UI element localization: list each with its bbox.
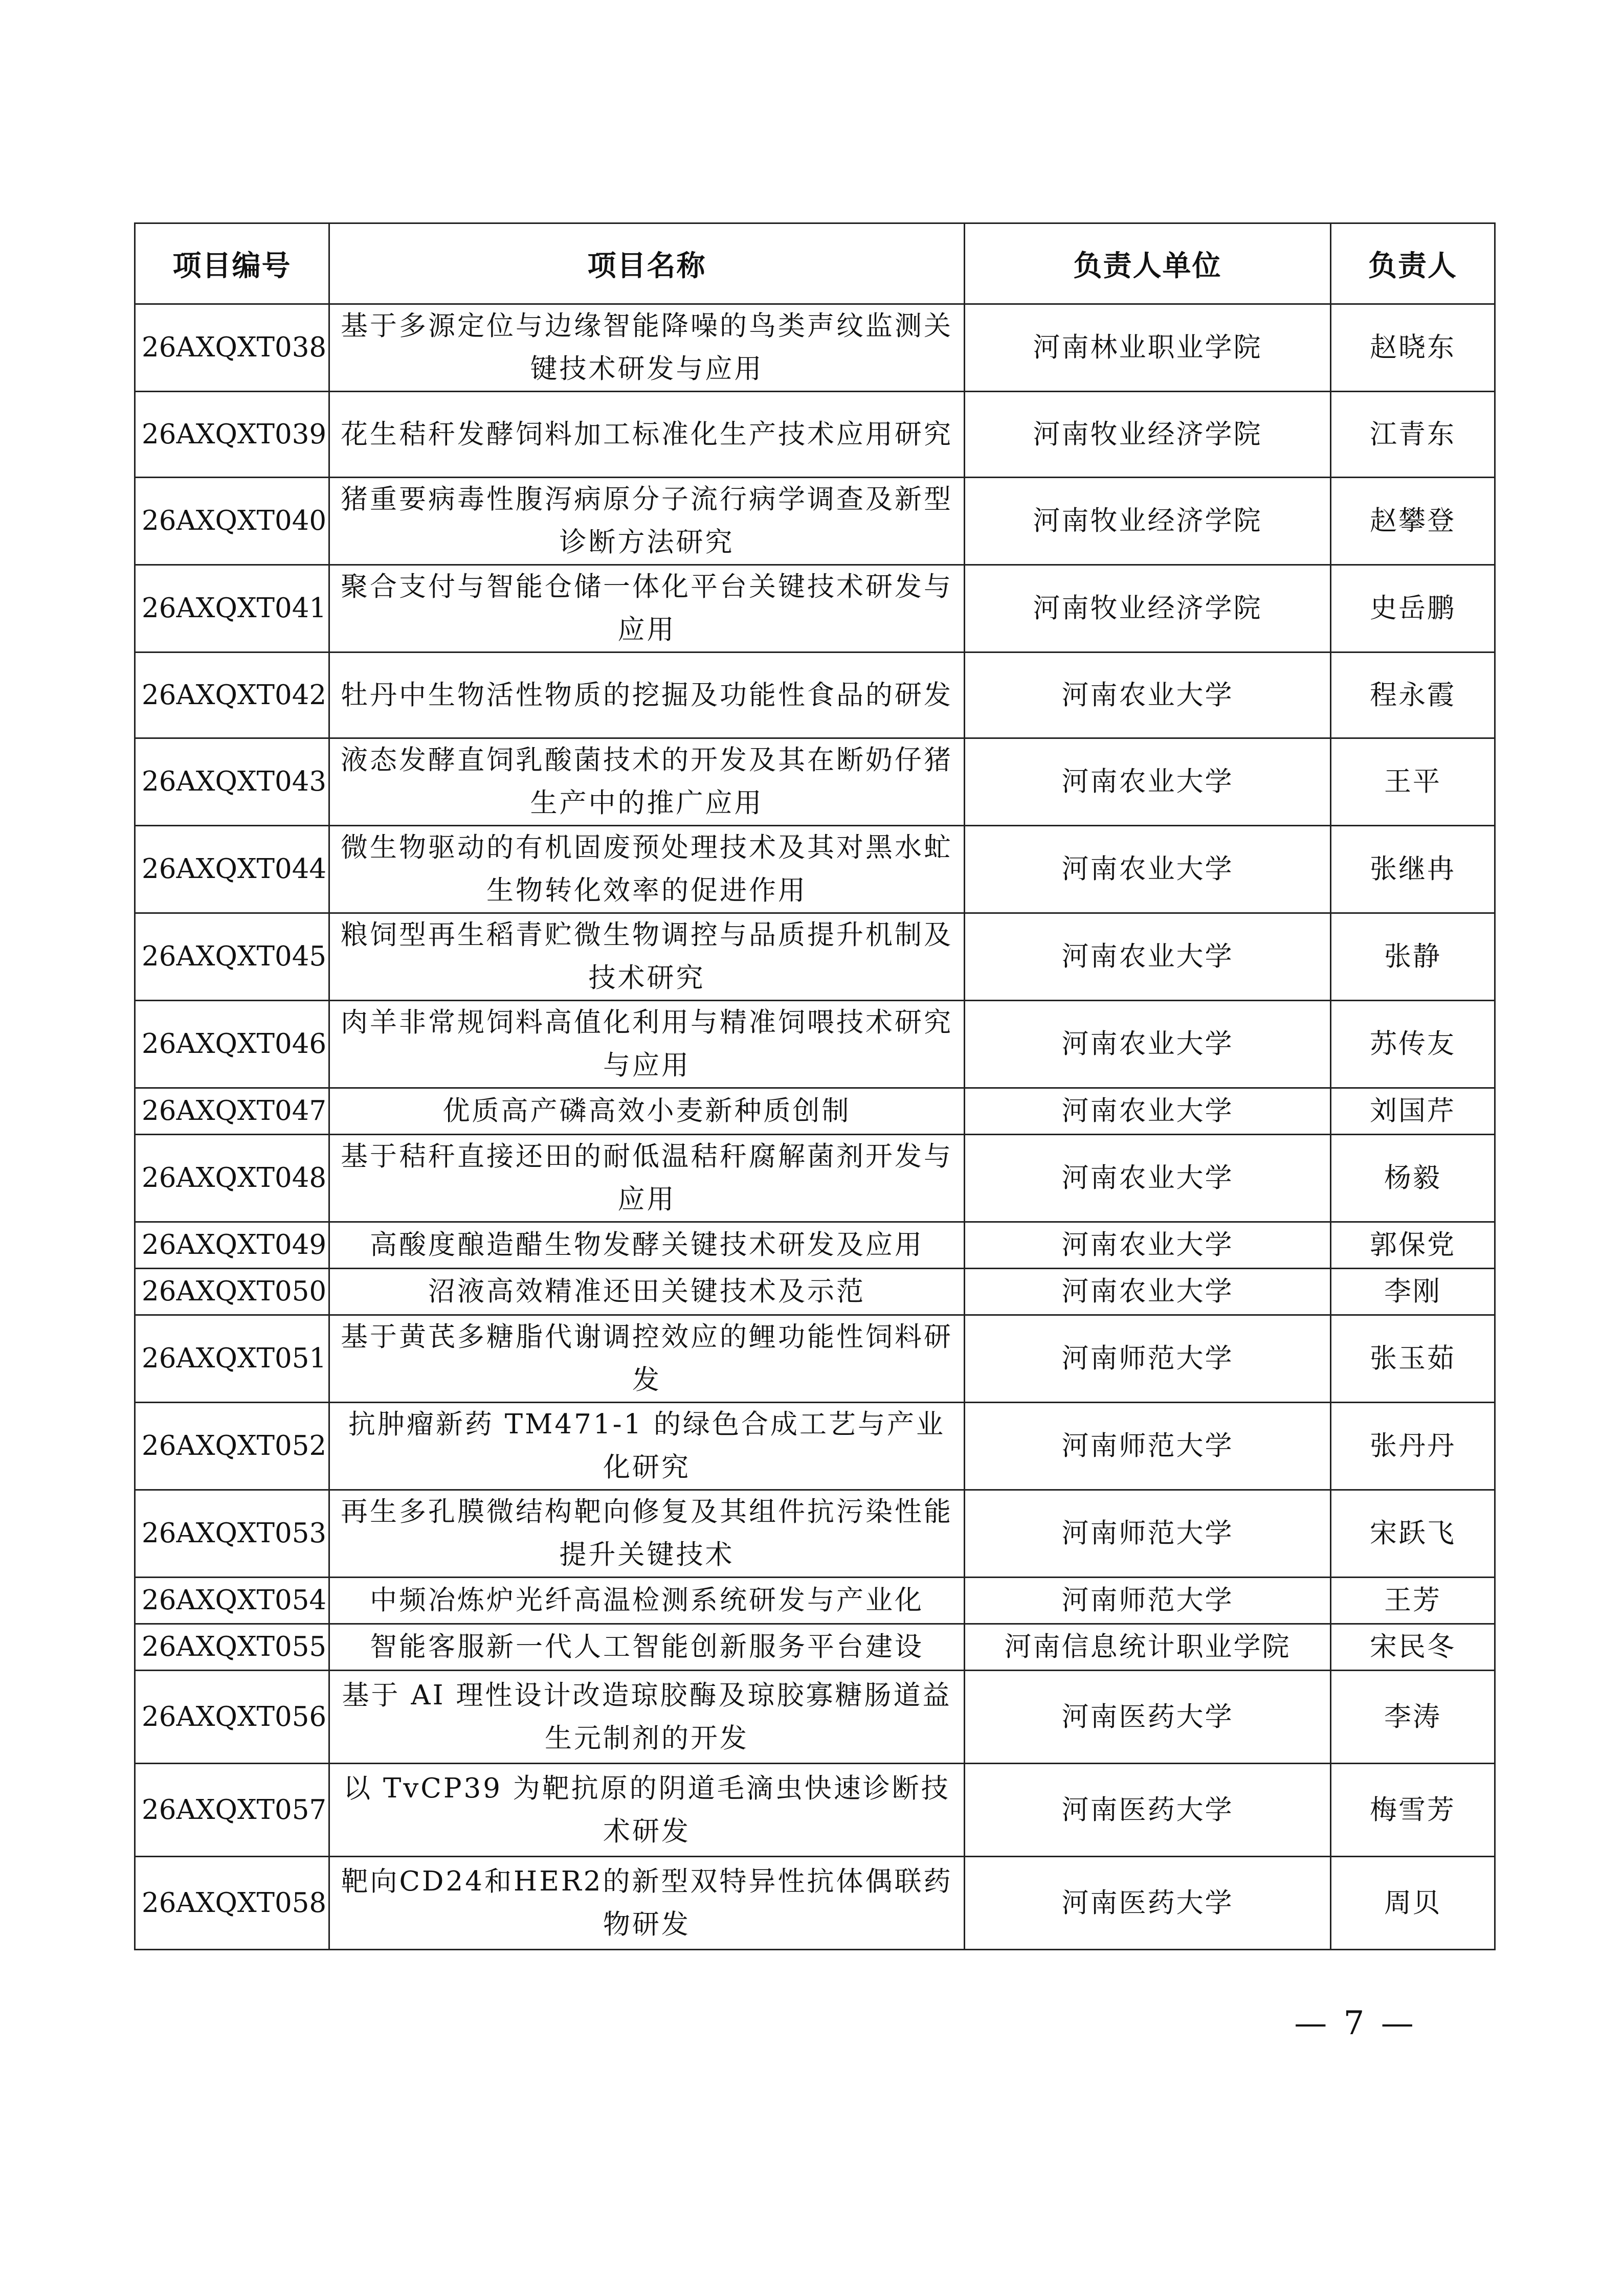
project-code: 26AXQXT045	[135, 913, 329, 1001]
project-name: 液态发酵直饲乳酸菌技术的开发及其在断奶仔猪生产中的推广应用	[329, 738, 965, 826]
project-unit: 河南医药大学	[965, 1671, 1331, 1764]
table-row	[135, 1088, 1495, 1135]
project-leader: 李刚	[1331, 1269, 1495, 1315]
project-code: 26AXQXT058	[135, 1857, 329, 1950]
project-name: 靶向CD24和HER2的新型双特异性抗体偶联药物研发	[329, 1857, 965, 1950]
table-row	[135, 1315, 1495, 1403]
project-leader: 梅雪芳	[1331, 1764, 1495, 1857]
table-row	[135, 1578, 1495, 1624]
table-row	[135, 1222, 1495, 1269]
table-row	[135, 304, 1495, 392]
table-row	[135, 392, 1495, 478]
table-row	[135, 1671, 1495, 1764]
header-code: 项目编号	[135, 223, 329, 304]
project-leader: 刘国芹	[1331, 1088, 1495, 1135]
project-table	[134, 222, 1496, 1950]
project-leader: 苏传友	[1331, 1001, 1495, 1088]
project-leader: 杨毅	[1331, 1135, 1495, 1222]
project-leader: 宋民冬	[1331, 1624, 1495, 1671]
project-unit: 河南农业大学	[965, 738, 1331, 826]
project-leader: 江青东	[1331, 392, 1495, 478]
table-header-row	[135, 223, 1495, 304]
table-row	[135, 913, 1495, 1001]
project-code: 26AXQXT041	[135, 565, 329, 652]
project-leader: 郭保党	[1331, 1222, 1495, 1269]
project-leader: 张继冉	[1331, 826, 1495, 913]
project-unit: 河南牧业经济学院	[965, 392, 1331, 478]
project-leader: 李涛	[1331, 1671, 1495, 1764]
project-leader: 周贝	[1331, 1857, 1495, 1950]
project-name: 以 TvCP39 为靶抗原的阴道毛滴虫快速诊断技术研发	[329, 1764, 965, 1857]
project-unit: 河南农业大学	[965, 913, 1331, 1001]
project-code: 26AXQXT057	[135, 1764, 329, 1857]
project-name: 花生秸秆发酵饲料加工标准化生产技术应用研究	[329, 392, 965, 478]
project-code: 26AXQXT055	[135, 1624, 329, 1671]
project-code: 26AXQXT056	[135, 1671, 329, 1764]
project-unit: 河南医药大学	[965, 1764, 1331, 1857]
project-leader: 赵晓东	[1331, 304, 1495, 392]
project-leader: 赵攀登	[1331, 478, 1495, 565]
header-leader: 负责人	[1331, 223, 1495, 304]
project-name: 粮饲型再生稻青贮微生物调控与品质提升机制及技术研究	[329, 913, 965, 1001]
project-name: 猪重要病毒性腹泻病原分子流行病学调查及新型诊断方法研究	[329, 478, 965, 565]
project-leader: 张静	[1331, 913, 1495, 1001]
project-code: 26AXQXT046	[135, 1001, 329, 1088]
project-code: 26AXQXT040	[135, 478, 329, 565]
project-unit: 河南农业大学	[965, 1222, 1331, 1269]
project-name: 基于秸秆直接还田的耐低温秸秆腐解菌剂开发与应用	[329, 1135, 965, 1222]
project-name: 基于黄芪多糖脂代谢调控效应的鲤功能性饲料研发	[329, 1315, 965, 1403]
project-code: 26AXQXT039	[135, 392, 329, 478]
project-name: 优质高产磷高效小麦新种质创制	[329, 1088, 965, 1135]
project-leader: 张玉茹	[1331, 1315, 1495, 1403]
project-leader: 王平	[1331, 738, 1495, 826]
project-leader: 史岳鹏	[1331, 565, 1495, 652]
header-unit: 负责人单位	[965, 223, 1331, 304]
project-unit: 河南农业大学	[965, 1088, 1331, 1135]
project-unit: 河南信息统计职业学院	[965, 1624, 1331, 1671]
table-row	[135, 1490, 1495, 1578]
project-unit: 河南师范大学	[965, 1315, 1331, 1403]
project-name: 基于 AI 理性设计改造琼胶酶及琼胶寡糖肠道益生元制剂的开发	[329, 1671, 965, 1764]
table-row	[135, 652, 1495, 738]
project-code: 26AXQXT050	[135, 1269, 329, 1315]
project-name: 微生物驱动的有机固废预处理技术及其对黑水虻生物转化效率的促进作用	[329, 826, 965, 913]
project-name: 智能客服新一代人工智能创新服务平台建设	[329, 1624, 965, 1671]
table-row	[135, 826, 1495, 913]
project-leader: 张丹丹	[1331, 1403, 1495, 1490]
project-name: 高酸度酿造醋生物发酵关键技术研发及应用	[329, 1222, 965, 1269]
project-name: 牡丹中生物活性物质的挖掘及功能性食品的研发	[329, 652, 965, 738]
project-name: 中频冶炼炉光纤高温检测系统研发与产业化	[329, 1578, 965, 1624]
table-row	[135, 1135, 1495, 1222]
table-row	[135, 1269, 1495, 1315]
table-row	[135, 565, 1495, 652]
project-unit: 河南师范大学	[965, 1578, 1331, 1624]
project-unit: 河南林业职业学院	[965, 304, 1331, 392]
table-row	[135, 1857, 1495, 1950]
table-row	[135, 1624, 1495, 1671]
project-unit: 河南农业大学	[965, 1269, 1331, 1315]
project-unit: 河南师范大学	[965, 1403, 1331, 1490]
project-code: 26AXQXT054	[135, 1578, 329, 1624]
project-code: 26AXQXT043	[135, 738, 329, 826]
project-code: 26AXQXT042	[135, 652, 329, 738]
project-leader: 程永霞	[1331, 652, 1495, 738]
table-row	[135, 738, 1495, 826]
project-code: 26AXQXT047	[135, 1088, 329, 1135]
project-name: 沼液高效精准还田关键技术及示范	[329, 1269, 965, 1315]
project-unit: 河南牧业经济学院	[965, 478, 1331, 565]
project-code: 26AXQXT051	[135, 1315, 329, 1403]
project-unit: 河南农业大学	[965, 826, 1331, 913]
project-name: 基于多源定位与边缘智能降噪的鸟类声纹监测关键技术研发与应用	[329, 304, 965, 392]
project-name: 抗肿瘤新药 TM471-1 的绿色合成工艺与产业化研究	[329, 1403, 965, 1490]
project-code: 26AXQXT038	[135, 304, 329, 392]
project-name: 聚合支付与智能仓储一体化平台关键技术研发与应用	[329, 565, 965, 652]
table-row	[135, 478, 1495, 565]
project-leader: 宋跃飞	[1331, 1490, 1495, 1578]
project-name: 肉羊非常规饲料高值化利用与精准饲喂技术研究与应用	[329, 1001, 965, 1088]
project-unit: 河南牧业经济学院	[965, 565, 1331, 652]
page-number: — 7 —	[1294, 2005, 1417, 2042]
project-unit: 河南农业大学	[965, 1001, 1331, 1088]
project-code: 26AXQXT052	[135, 1403, 329, 1490]
project-unit: 河南农业大学	[965, 1135, 1331, 1222]
project-unit: 河南师范大学	[965, 1490, 1331, 1578]
project-unit: 河南医药大学	[965, 1857, 1331, 1950]
project-code: 26AXQXT053	[135, 1490, 329, 1578]
table-row	[135, 1403, 1495, 1490]
project-code: 26AXQXT049	[135, 1222, 329, 1269]
project-leader: 王芳	[1331, 1578, 1495, 1624]
project-unit: 河南农业大学	[965, 652, 1331, 738]
project-code: 26AXQXT048	[135, 1135, 329, 1222]
header-name: 项目名称	[329, 223, 965, 304]
project-name: 再生多孔膜微结构靶向修复及其组件抗污染性能提升关键技术	[329, 1490, 965, 1578]
table-row	[135, 1764, 1495, 1857]
project-code: 26AXQXT044	[135, 826, 329, 913]
table-row	[135, 1001, 1495, 1088]
